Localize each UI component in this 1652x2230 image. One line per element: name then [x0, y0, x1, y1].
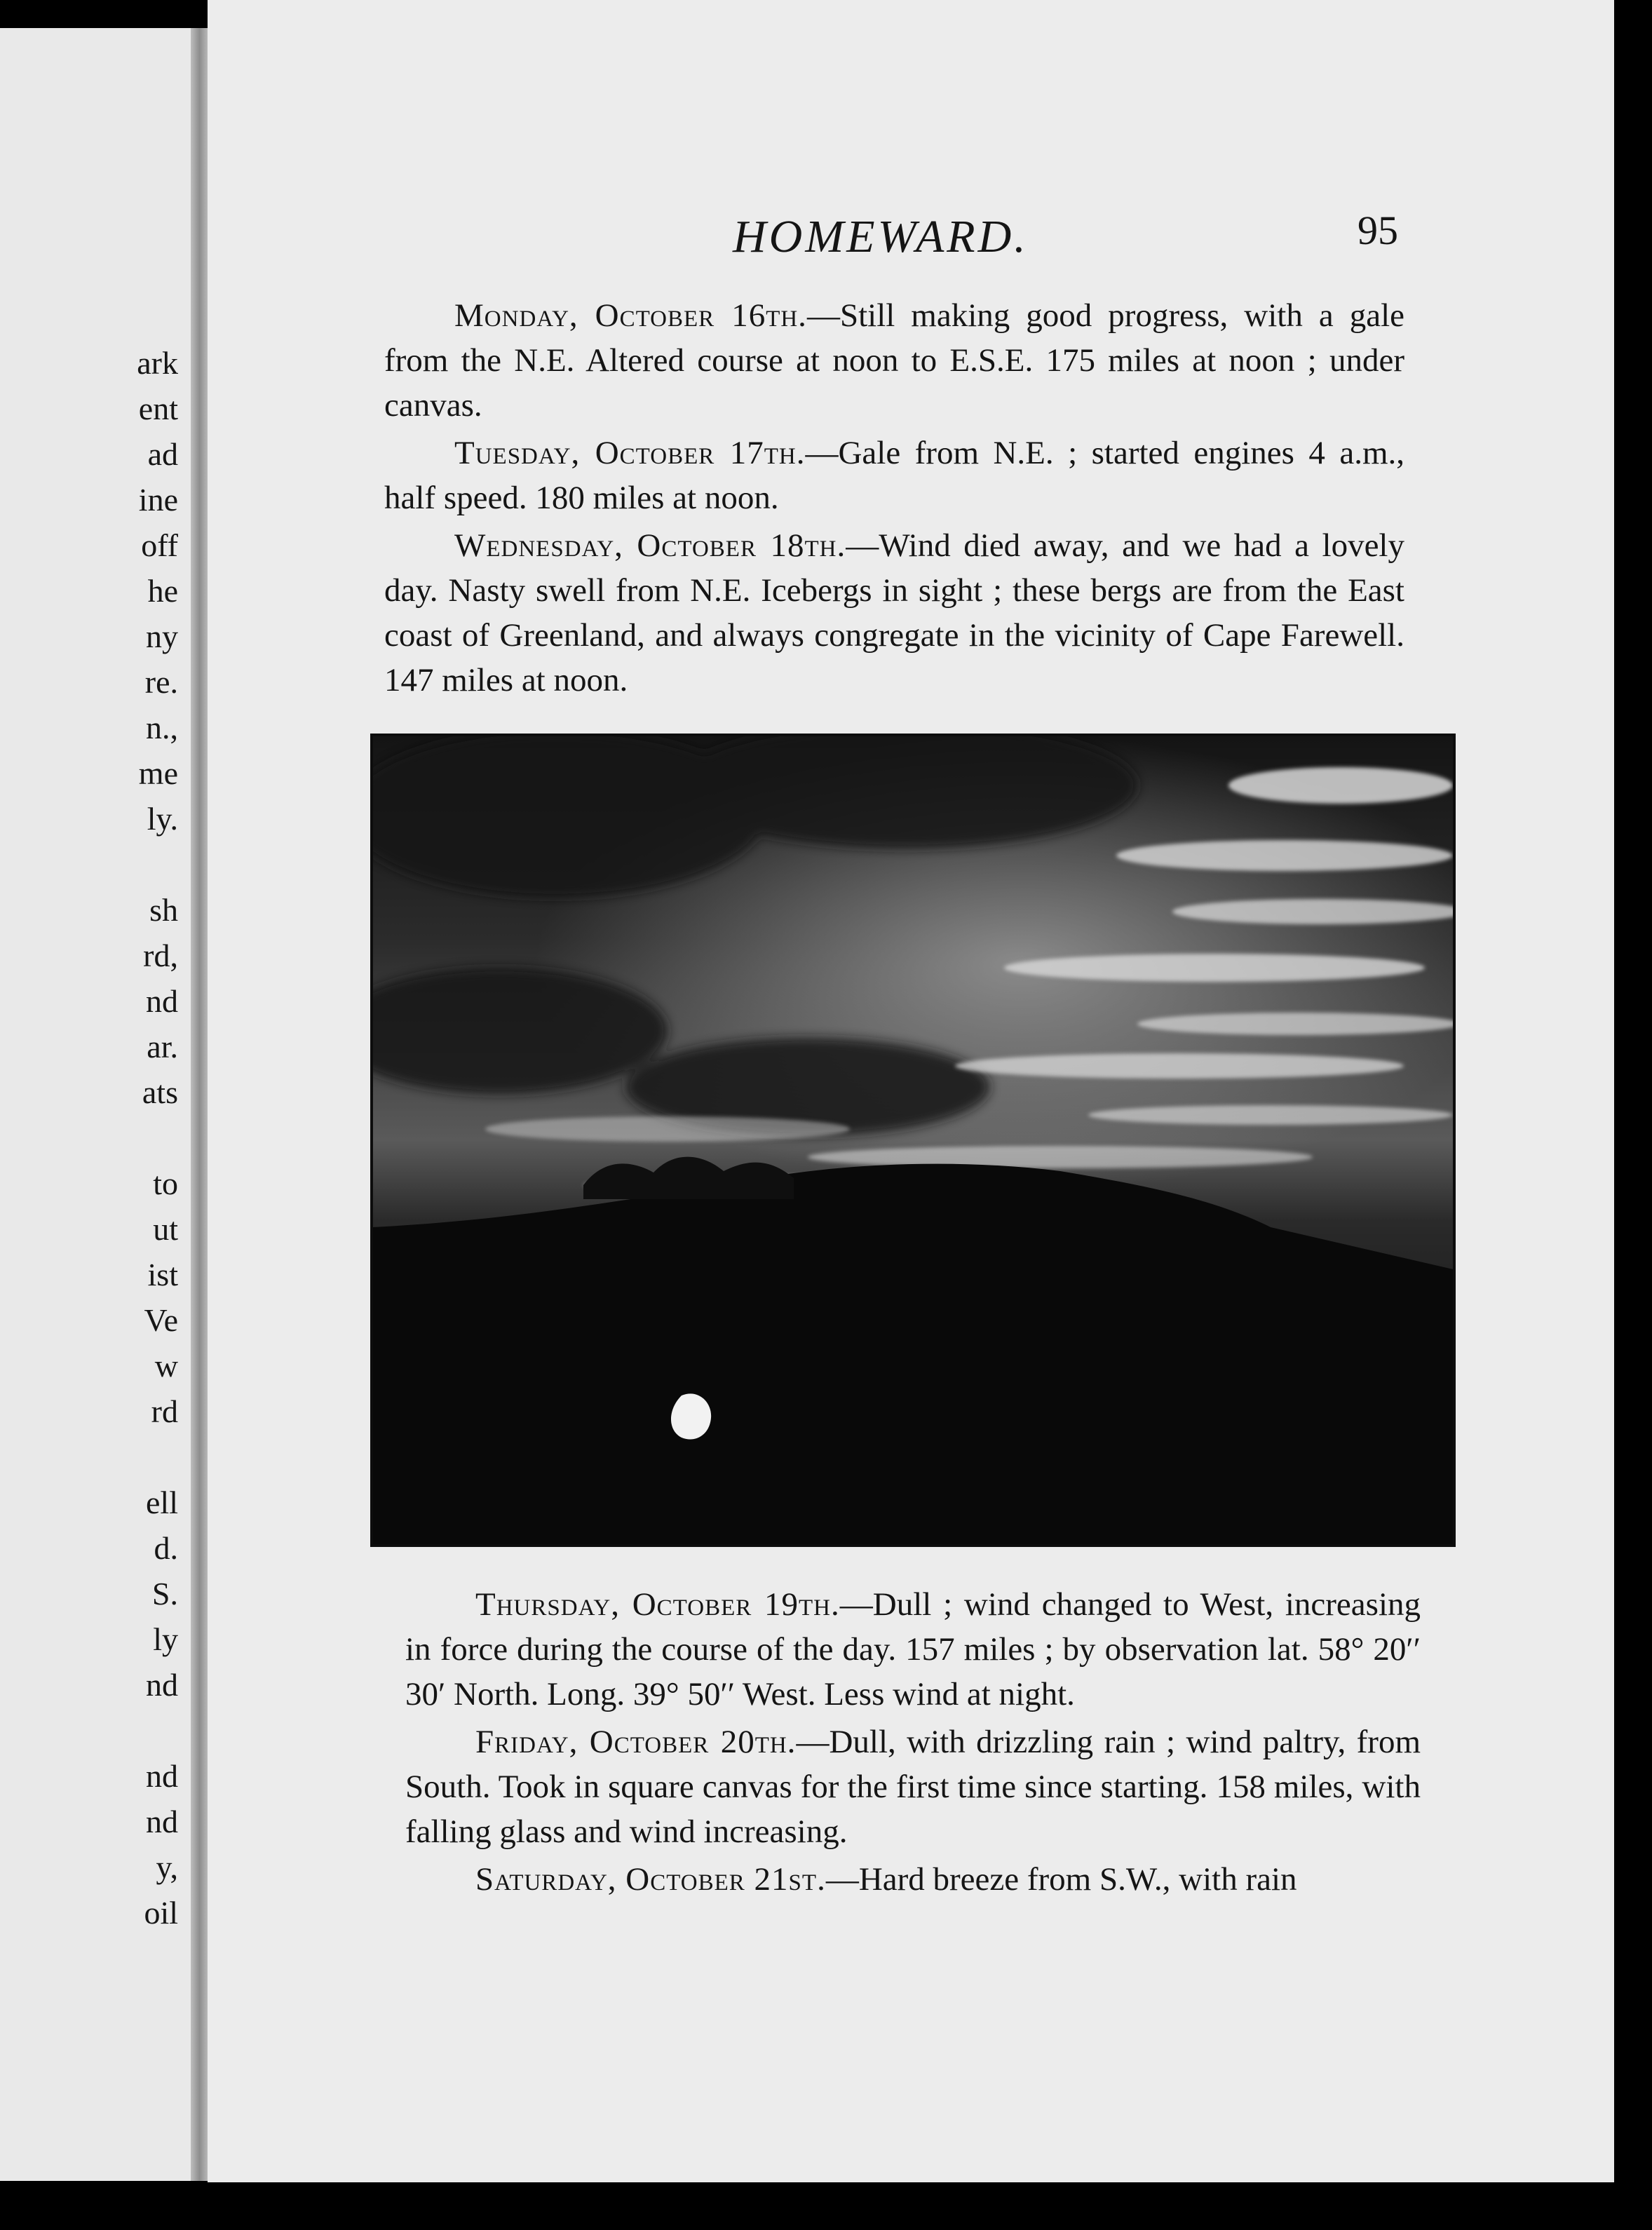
- entry-text: —Still making good progress, with a gale from the N.E. Altered course at noon to E.S.E. 175 miles at noon ; under canvas.: [384, 297, 1404, 424]
- left-fragment: w: [154, 1348, 178, 1384]
- entry-date: Wednesday, October 18th.: [454, 527, 846, 564]
- left-fragment: ly: [153, 1621, 178, 1657]
- entry-text: —Wind died away, and we had a lovely day. Nasty swell from N.E. Icebergs in sight ; these bergs are from the East coast of Greenland, and always congregate in the vicinity of Cape Farewell. 147 miles at noon.: [384, 527, 1404, 698]
- left-fragment: ine: [138, 482, 178, 518]
- entry-text: —Hard breeze from S.W., with rain: [825, 1861, 1297, 1898]
- left-fragment: y,: [156, 1849, 178, 1885]
- left-fragment: ad: [147, 436, 178, 472]
- diary-entry: [384, 293, 1404, 428]
- left-fragment: ell: [146, 1485, 178, 1520]
- entry-date: Friday, October 20th.: [475, 1724, 797, 1760]
- diary-entry: [384, 523, 1404, 703]
- entry-date: Thursday, October 19th.: [475, 1586, 840, 1623]
- diary-entry: [405, 1582, 1421, 1717]
- left-fragment: n.,: [146, 710, 178, 745]
- left-fragment: d.: [154, 1530, 178, 1566]
- left-fragment: ar.: [147, 1029, 178, 1065]
- left-fragment: ly.: [147, 801, 178, 837]
- sky-photograph: [370, 734, 1456, 1547]
- diary-entry: [405, 1857, 1421, 1902]
- left-fragment: sh: [149, 892, 178, 928]
- left-fragment: ny: [146, 619, 178, 654]
- entry-date: Tuesday, October 17th.: [454, 435, 806, 471]
- left-fragment: nd: [146, 1667, 178, 1703]
- diary-entries-top: [384, 293, 1404, 703]
- left-fragment: rd: [151, 1393, 178, 1429]
- left-fragment: nd: [146, 1758, 178, 1794]
- left-fragment: he: [147, 573, 178, 609]
- left-fragment: ark: [137, 345, 178, 381]
- page-number: 95: [1358, 208, 1398, 253]
- left-fragment: rd,: [143, 938, 178, 973]
- diary-entry: [384, 431, 1404, 520]
- left-fragment: oil: [144, 1895, 178, 1931]
- left-fragment: ut: [153, 1211, 178, 1247]
- entry-date: Monday, October 16th.: [454, 297, 807, 334]
- left-fragment: Ve: [144, 1302, 178, 1338]
- left-fragment: off: [141, 527, 178, 563]
- left-fragment: nd: [146, 983, 178, 1019]
- left-fragment: me: [138, 755, 178, 791]
- diary-entries-bottom: [405, 1582, 1421, 1902]
- entry-text: —Gale from N.E. ; started engines 4 a.m., half speed. 180 miles at noon.: [384, 435, 1405, 516]
- entry-text: —Dull ; wind changed to West, increasing in force during the course of the day. 157 miles ; by observation lat. 58° 20′′ 30′ North. Long. 39° 50′′ West. Less wind at night.: [405, 1586, 1421, 1712]
- left-fragment: ist: [147, 1257, 178, 1292]
- left-fragment: re.: [144, 664, 178, 700]
- entry-text: —Dull, with drizzling rain ; wind paltry, from South. Took in square canvas for the first time since starting. 158 miles, with falling glass and wind increasing.: [405, 1724, 1421, 1850]
- left-fragment: to: [153, 1165, 178, 1201]
- left-fragment: nd: [146, 1804, 178, 1839]
- photo-illustration: [373, 736, 1453, 1544]
- diary-entry: [405, 1719, 1421, 1854]
- left-fragment: ats: [142, 1074, 178, 1110]
- entry-date: Saturday, October 21st.: [475, 1861, 826, 1898]
- running-head: HOMEWARD.: [733, 211, 1029, 262]
- left-fragment: S.: [151, 1576, 178, 1611]
- left-fragment: ent: [138, 391, 178, 426]
- left-page: [0, 28, 198, 2181]
